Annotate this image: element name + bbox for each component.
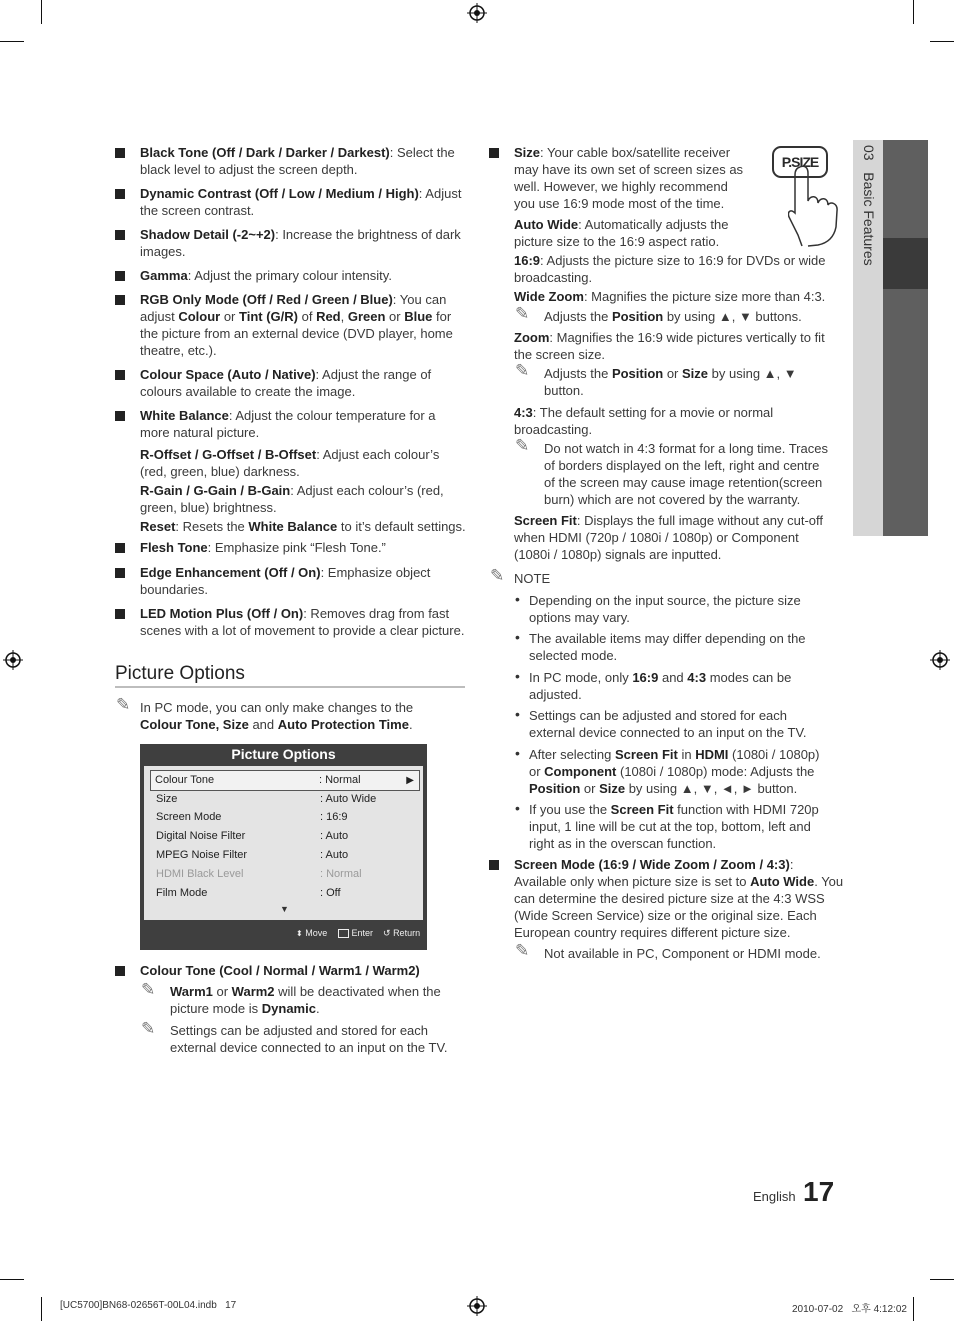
pencil-note-icon: ✎ [515, 941, 530, 960]
side-tab-dark [883, 140, 928, 536]
pc-mode-note: In PC mode, you can only make changes to the Colour Tone, Size and Auto Protection Time. [140, 700, 414, 732]
dot-bullet-icon: • [515, 668, 520, 684]
registration-target-icon [3, 650, 23, 670]
note-label: NOTE [514, 571, 551, 586]
scroll-down-icon[interactable]: ▼ [280, 904, 289, 914]
note-item-6: If you use the Screen Fit function with HDMI 720p input, 1 line will be cut at the top, bottom, left and right as in the overscan function. [529, 802, 819, 851]
crop-mark [41, 1297, 42, 1321]
note-item-1: Depending on the input source, the picture size options may vary. [529, 593, 801, 625]
menu-item-mpeg-noise-filter[interactable]: MPEG Noise Filter : Auto [156, 849, 349, 861]
square-bullet-icon [115, 148, 125, 158]
crop-mark [930, 41, 954, 42]
pencil-note-icon: ✎ [515, 436, 530, 455]
section-title: Picture Options [115, 663, 245, 684]
side-tab-highlight [883, 238, 928, 289]
ratio-4-3-item: 4:3: The default setting for a movie or normal broadcasting. [514, 405, 774, 437]
square-bullet-icon [115, 966, 125, 976]
square-bullet-icon [115, 271, 125, 281]
registration-target-icon [467, 3, 487, 23]
flesh-tone-item: Flesh Tone: Emphasize pink “Flesh Tone.” [140, 540, 386, 555]
screen-mode-item: Screen Mode (16:9 / Wide Zoom / Zoom / 4:3): Available only when picture size is set to Auto Wide. You can determine the desired picture size at the 4:3 WSS (Wide Screen Service) size or the original size. Each European country requires different picture size. [514, 857, 844, 940]
enter-hint: Enter [338, 928, 373, 938]
pointing-hand-icon [788, 165, 840, 247]
colour-tone-item: Colour Tone (Cool / Normal / Warm1 / Warm2) [140, 963, 420, 978]
pencil-note-icon: ✎ [141, 980, 156, 999]
auto-wide-item: Auto Wide: Automatically adjusts the picture size to the 16:9 aspect ratio. [514, 217, 729, 249]
side-tab-label [860, 145, 878, 266]
offset-subitem: R-Offset / G-Offset / B-Offset: Adjust each colour’s (red, green, blue) darkness. [140, 447, 440, 479]
size-item: Size: Your cable box/satellite receiver may have its own set of screen sizes as well. However, we highly recommend you use 16:9 mode most of the time. [514, 145, 744, 211]
chapter-title: Basic Features [861, 172, 877, 266]
dot-bullet-icon: • [515, 629, 520, 645]
square-bullet-icon [115, 295, 125, 305]
print-date-info: 2010-07-02 오후 4:12:02 [792, 1304, 907, 1315]
shadow-detail-item: Shadow Detail (-2~+2): Increase the brightness of dark images. [140, 227, 461, 259]
white-balance-item: White Balance: Adjust the colour temperature for a more natural picture. [140, 408, 436, 440]
menu-body [144, 766, 423, 920]
page-number: 17 [803, 1176, 835, 1207]
dot-bullet-icon: • [515, 706, 520, 722]
picture-options-menu [140, 744, 427, 950]
zoom-note: Adjusts the Position or Size by using ▲, ▼ button. [544, 366, 797, 398]
dot-bullet-icon: • [515, 591, 520, 607]
crop-mark [41, 0, 42, 24]
menu-item-size[interactable]: Size : Auto Wide [156, 793, 377, 805]
screen-fit-item: Screen Fit: Displays the full image without any cut-off when HDMI (720p / 1080i / 1080p) or Component (1080i / 1080p) signals are inputted. [514, 513, 824, 562]
square-bullet-icon [115, 189, 125, 199]
menu-title: Picture Options [231, 746, 336, 762]
pencil-note-icon: ✎ [515, 304, 530, 323]
zoom-item: Zoom: Magnifies the 16:9 wide pictures vertically to fit the screen size. [514, 330, 825, 362]
note-item-3: In PC mode, only 16:9 and 4:3 modes can be adjusted. [529, 670, 792, 702]
enter-icon [338, 929, 349, 938]
note-item-5: After selecting Screen Fit in HDMI (1080i / 1080p) or Component (1080i / 1080p) mode: Adjusts the Position or Size by using ▲, ▼, ◄, ► button. [529, 747, 820, 796]
square-bullet-icon [115, 411, 125, 421]
move-hint: ⬍ Move [296, 928, 328, 938]
pencil-note-icon: ✎ [490, 566, 505, 585]
pencil-note-icon: ✎ [515, 361, 530, 380]
dot-bullet-icon: • [515, 800, 520, 816]
black-tone-item: Black Tone (Off / Dark / Darker / Darkest): Select the black level to adjust the screen depth. [140, 145, 455, 177]
colour-tone-note-2: Settings can be adjusted and stored for each external device connected to an input on the TV. [170, 1023, 448, 1055]
note-item-2: The available items may differ depending on the selected mode. [529, 631, 806, 663]
gamma-item: Gamma: Adjust the primary colour intensity. [140, 268, 392, 283]
square-bullet-icon [489, 860, 499, 870]
crop-mark [913, 0, 914, 24]
menu-item-colour-tone[interactable]: Colour Tone : Normal ▶ [150, 770, 420, 791]
reset-subitem: Reset: Resets the White Balance to it’s default settings. [140, 519, 466, 534]
print-file-info: [UC5700]BN68-02656T-00L04.indb 17 [60, 1300, 237, 1311]
menu-item-screen-mode[interactable]: Screen Mode : 16:9 [156, 811, 348, 823]
led-motion-plus-item: LED Motion Plus (Off / On): Removes drag from fast scenes with a lot of movement to provide a clear picture. [140, 606, 465, 638]
gain-subitem: R-Gain / G-Gain / B-Gain: Adjust each colour’s (red, green, blue) brightness. [140, 483, 444, 515]
square-bullet-icon [115, 230, 125, 240]
ratio-16-9-item: 16:9: Adjusts the picture size to 16:9 for DVDs or wide broadcasting. [514, 253, 826, 285]
wide-zoom-note: Adjusts the Position by using ▲, ▼ buttons. [544, 309, 802, 324]
return-hint: ↺ Return [383, 928, 421, 938]
ratio-4-3-note: Do not watch in 4:3 format for a long time. Traces of borders displayed on the left, right and centre of the screen may cause image retention(screen burn) which are not covered by the warranty. [544, 441, 828, 507]
square-bullet-icon [115, 370, 125, 380]
wide-zoom-item: Wide Zoom: Magnifies the picture size more than 4:3. [514, 289, 826, 304]
updown-arrow-icon: ⬍ [296, 929, 303, 938]
dot-bullet-icon: • [515, 745, 520, 761]
menu-item-digital-noise-filter[interactable]: Digital Noise Filter : Auto [156, 830, 349, 842]
rgb-only-mode-item: RGB Only Mode (Off / Red / Green / Blue): You can adjust Colour or Tint (G/R) of Red, Green or Blue for the picture from an external device (DVD player, home theatre, etc.). [140, 292, 453, 358]
dynamic-contrast-item: Dynamic Contrast (Off / Low / Medium / High): Adjust the screen contrast. [140, 186, 462, 218]
registration-target-icon [930, 650, 950, 670]
square-bullet-icon [489, 148, 499, 158]
square-bullet-icon [115, 568, 125, 578]
section-divider [115, 686, 465, 688]
registration-target-icon [467, 1296, 487, 1316]
colour-space-item: Colour Space (Auto / Native): Adjust the range of colours available to create the image. [140, 367, 432, 399]
crop-mark [0, 1279, 24, 1280]
psize-button-illustration [768, 143, 840, 248]
return-icon: ↺ [383, 928, 391, 938]
pencil-note-icon: ✎ [116, 695, 131, 714]
square-bullet-icon [115, 609, 125, 619]
pencil-note-icon: ✎ [141, 1019, 156, 1038]
crop-mark [913, 1297, 914, 1321]
psize-button: P.SIZE [772, 146, 828, 178]
menu-item-film-mode[interactable]: Film Mode : Off [156, 887, 341, 899]
screen-mode-note: Not available in PC, Component or HDMI mode. [544, 946, 821, 961]
edge-enhancement-item: Edge Enhancement (Off / On): Emphasize object boundaries. [140, 565, 431, 597]
crop-mark [930, 1279, 954, 1280]
colour-tone-note-1: Warm1 or Warm2 will be deactivated when the picture mode is Dynamic. [170, 984, 441, 1016]
chapter-number: 03 [861, 145, 877, 161]
crop-mark [0, 41, 24, 42]
footer-language: English [753, 1189, 796, 1204]
square-bullet-icon [115, 543, 125, 553]
note-item-4: Settings can be adjusted and stored for each external device connected to an input on the TV. [529, 708, 807, 740]
menu-item-hdmi-black-level: HDMI Black Level : Normal [156, 868, 362, 880]
arrow-right-icon: ▶ [406, 775, 414, 786]
